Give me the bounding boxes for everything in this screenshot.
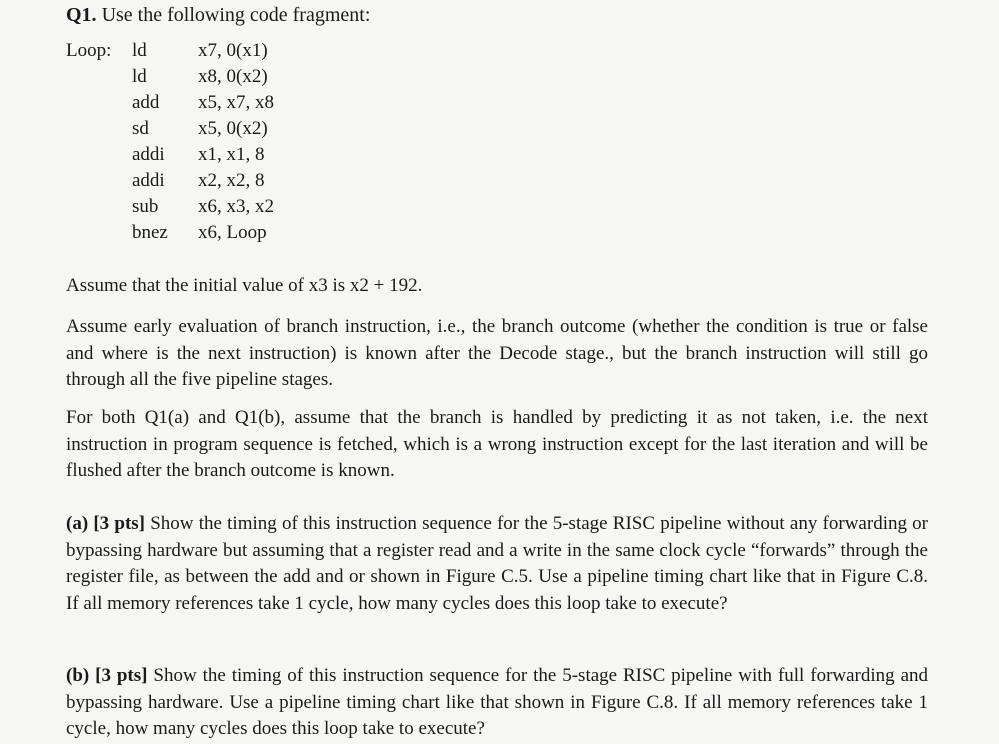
initial-value-assumption: Assume that the initial value of x3 is x2 + 192.	[66, 275, 423, 296]
code-opcode: ld	[132, 66, 147, 87]
code-opcode: addi	[132, 170, 165, 191]
code-operands: x1, x1, 8	[198, 144, 265, 165]
code-operands: x6, x3, x2	[198, 196, 274, 217]
part-b-label: (b) [3 pts]	[66, 665, 148, 686]
branch-prediction-assumption: For both Q1(a) and Q1(b), assume that the branch is handled by predicting it as not taken, i.e. the next instruction in program sequence is fetched, which is a wrong instruction except for the last iteration and will be flushed after the branch outcome is known.	[66, 407, 928, 481]
question-title	[66, 2, 370, 28]
code-operands: x2, x2, 8	[198, 170, 265, 191]
code-label: Loop:	[66, 40, 112, 61]
branch-evaluation-assumption: Assume early evaluation of branch instruction, i.e., the branch outcome (whether the condition is true or false and where is the next instruction) is known after the Decode stage., but the branch instruction will still go through all the five pipeline stages.	[66, 316, 928, 390]
code-opcode: ld	[132, 40, 147, 61]
code-opcode: sub	[132, 196, 159, 217]
part-a-text: Show the timing of this instruction sequence for the 5-stage RISC pipeline without any forwarding or bypassing hardware but assuming that a register read and a write in the same clock cycle “forwards” through the register file, as between the add and or shown in Figure C.5. Use a pipeline timing chart like that in Figure C.8. If all memory references take 1 cycle, how many cycles does this loop take to execute?	[66, 513, 929, 614]
code-operands: x6, Loop	[198, 222, 267, 243]
question-number: Q1.	[66, 4, 97, 26]
code-opcode: sd	[132, 118, 149, 139]
code-operands: x7, 0(x1)	[198, 40, 268, 61]
code-operands: x5, x7, x8	[198, 92, 274, 113]
code-operands: x8, 0(x2)	[198, 66, 268, 87]
part-b-text: Show the timing of this instruction sequence for the 5-stage RISC pipeline with full forwarding and bypassing hardware. Use a pipeline timing chart like that shown in Figure C.8. If all memory references take 1 cycle, how many cycles does this loop take to execute?	[66, 665, 929, 739]
part-a-label: (a) [3 pts]	[66, 513, 146, 534]
part-a	[66, 511, 928, 617]
part-b	[66, 663, 928, 743]
code-opcode: bnez	[132, 222, 168, 243]
question-intro: Use the following code fragment:	[101, 4, 371, 26]
code-operands: x5, 0(x2)	[198, 118, 268, 139]
code-opcode: addi	[132, 144, 165, 165]
code-opcode: add	[132, 92, 160, 113]
